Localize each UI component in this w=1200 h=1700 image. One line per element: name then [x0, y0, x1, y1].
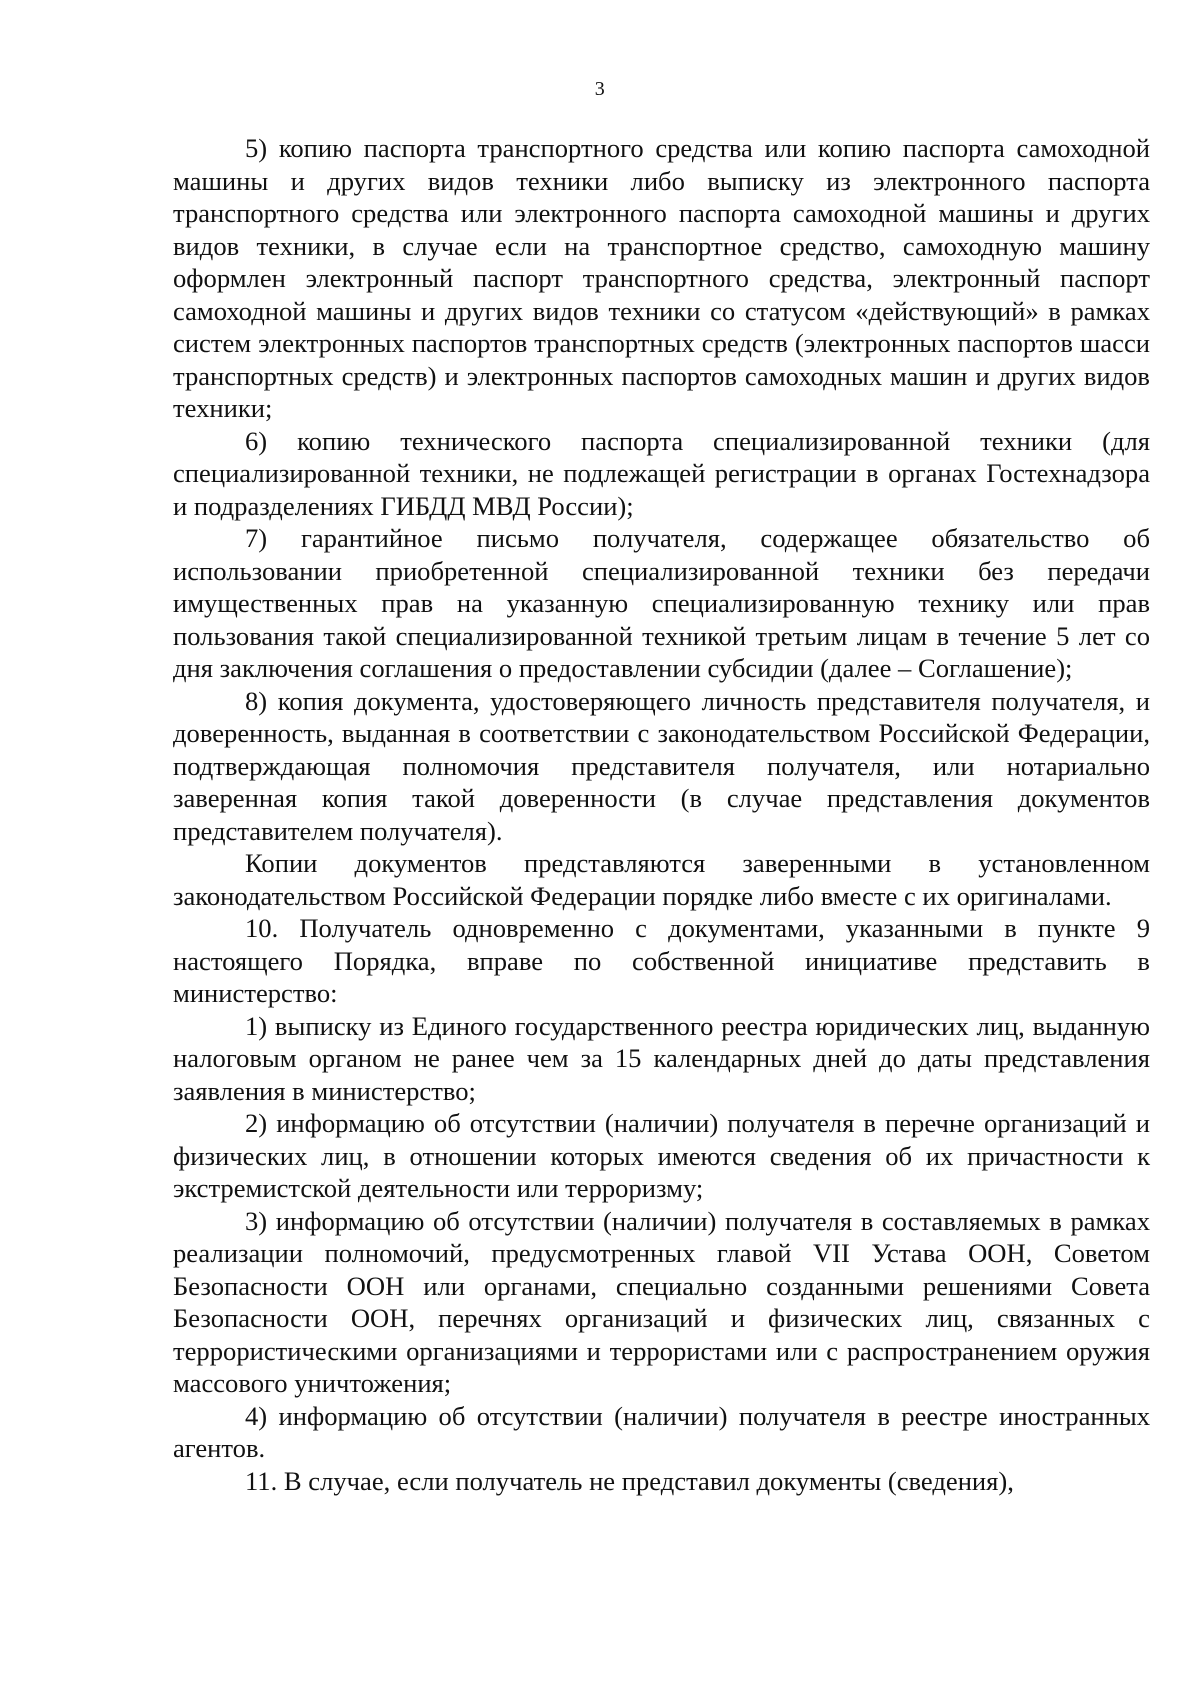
paragraph-item-5: 5) копию паспорта транспортного средства или копию паспорта самоходной машины и других видов техники либо выписку из электронного паспорта транспортного средства или электронного паспорта самоходной машины и других видов техники, в случае если на транспортное средство, самоходную машину оформлен электронный паспорт транспортного средства, электронный паспорт самоходной машины и других видов техники со статусом «действующий» в рамках систем электронных паспортов транспортных средств (электронных паспортов шасси транспортных средств) и электронных паспортов самоходных машин и других видов техники;: [173, 133, 1150, 423]
paragraph-subitem-1: 1) выписку из Единого государственного реестра юридических лиц, выданную налоговым органом не ранее чем за 15 календарных дней до даты представления заявления в министерство;: [173, 1010, 1150, 1106]
paragraph-clause-10: 10. Получатель одновременно с документами, указанными в пункте 9 настоящего Порядка, вправе по собственной инициативе представить в министерство:: [173, 913, 1150, 1008]
paragraph-subitem-3: 3) информацию об отсутствии (наличии) получателя в составляемых в рамках реализации полномочий, предусмотренных главой VII Устава ООН, Советом Безопасности ООН или органами, специально созданными решениями Совета Безопасности ООН, перечнях организаций и физических лиц, связанных с террористическими организациями и террористами или с распространением оружия массового уничтожения;: [173, 1205, 1150, 1398]
paragraph-item-8: 8) копия документа, удостоверяющего личность представителя получателя, и доверенность, выданная в соответствии с законодательством Российской Федерации, подтверждающая полномочия представителя получателя, или нотариально заверенная копия такой доверенности (в случае представления документов представителем получателя).: [173, 685, 1150, 846]
paragraph-item-6: 6) копию технического паспорта специализированной техники (для специализированной техники, не подлежащей регистрации в органах Гостехнадзора и подразделениях ГИБДД МВД России);: [173, 425, 1150, 521]
paragraph-subitem-4: 4) информацию об отсутствии (наличии) получателя в реестре иностранных агентов.: [173, 1400, 1150, 1463]
page-number: 3: [594, 78, 606, 100]
paragraph-item-7: 7) гарантийное письмо получателя, содержащее обязательство об использовании приобретенной специализированной техники без передачи имущественных прав на указанную специализированную технику или прав пользования такой специализированной техникой третьим лицам в течение 5 лет со дня заключения соглашения о предоставлении субсидии (далее – Соглашение);: [173, 523, 1150, 683]
paragraph-clause-11: 11. В случае, если получатель не представил документы (сведения),: [245, 1465, 1014, 1496]
paragraph-subitem-2: 2) информацию об отсутствии (наличии) получателя в перечне организаций и физических лиц, в отношении которых имеются сведения об их причастности к экстремистской деятельности или терроризму;: [173, 1108, 1150, 1203]
paragraph-copies-note: Копии документов представляются заверенными в установленном законодательством Российской Федерации порядке либо вместе с их оригиналами.: [173, 848, 1150, 911]
document-body: [173, 132, 1150, 1497]
